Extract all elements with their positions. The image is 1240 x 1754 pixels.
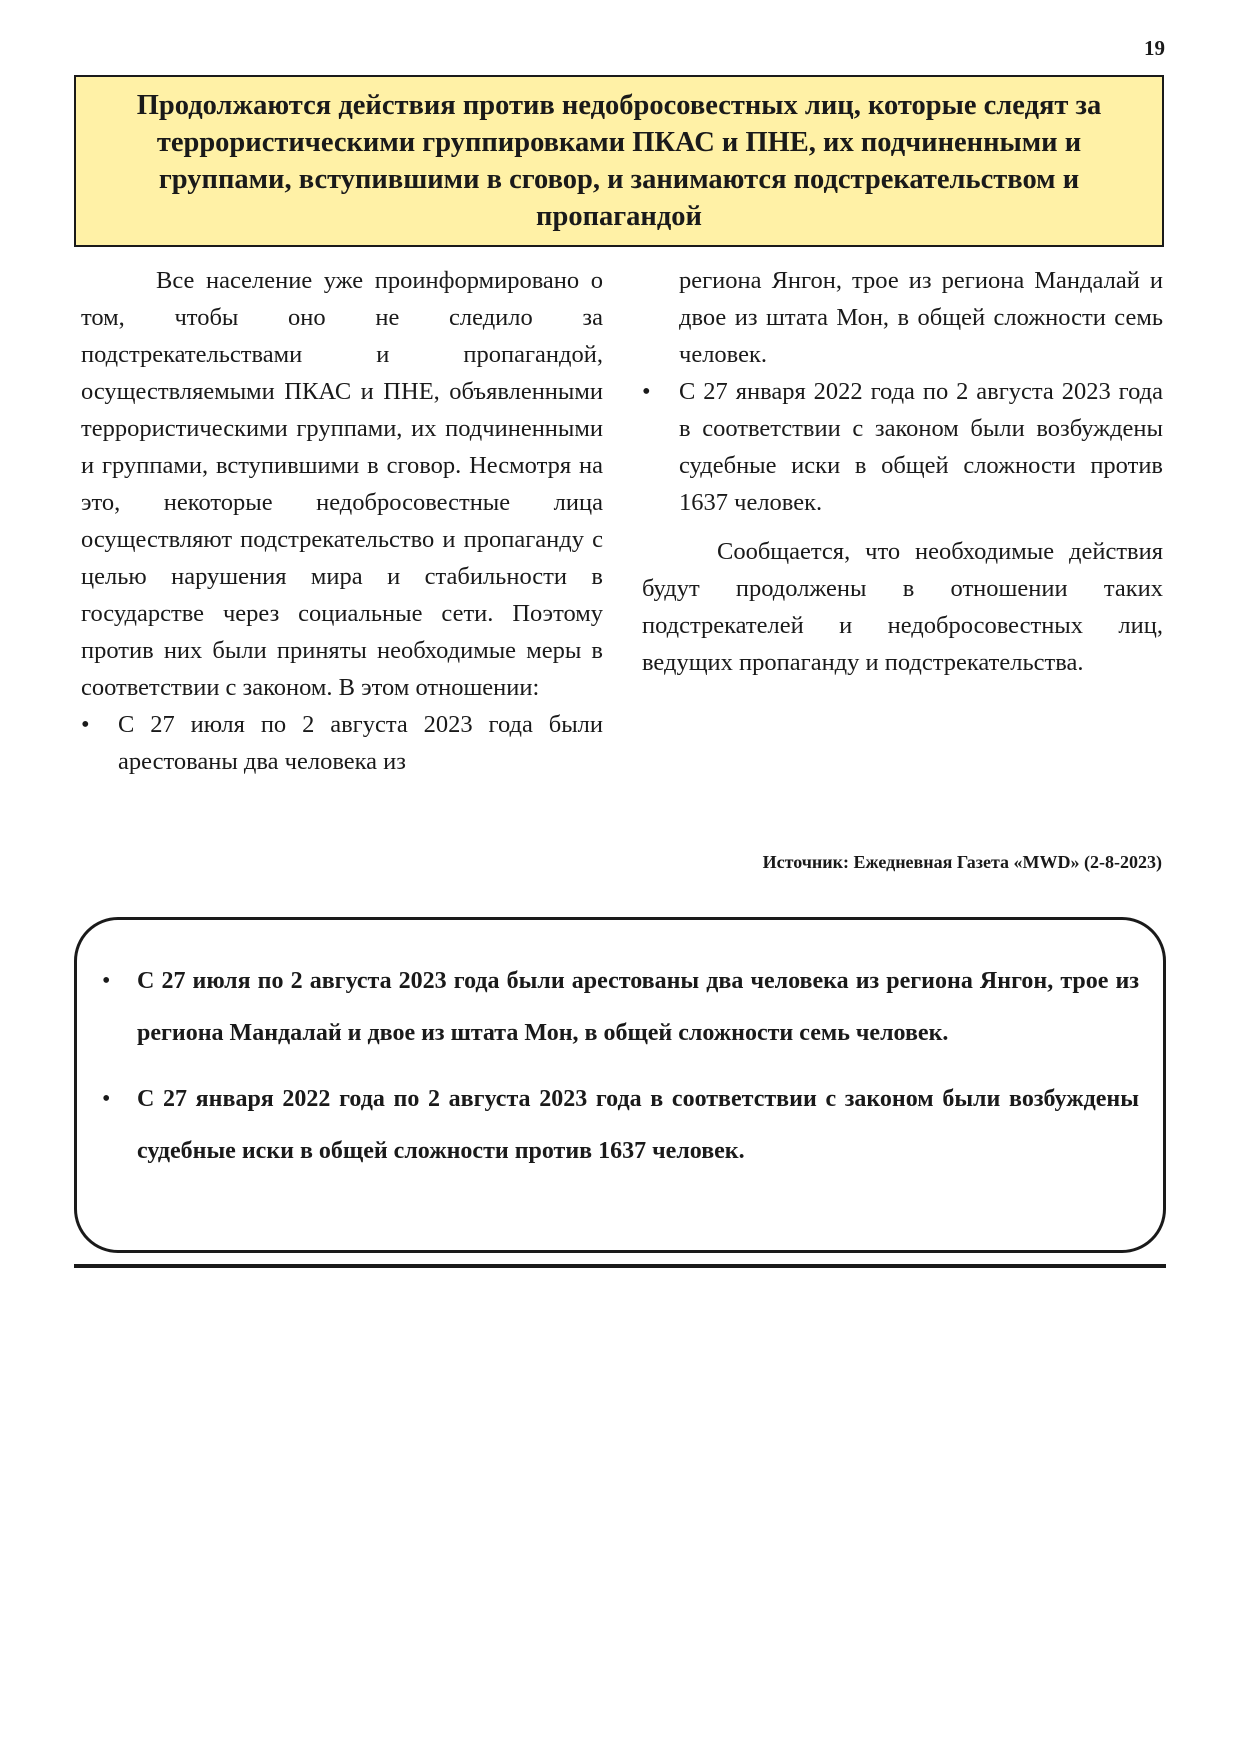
article-bullet-list xyxy=(81,706,603,780)
bottom-divider xyxy=(74,1264,1166,1268)
page-number: 19 xyxy=(1144,36,1165,60)
summary-list xyxy=(137,955,1139,1177)
article-source: Источник: Ежедневная Газета «MWD» (2-8-2023) xyxy=(762,852,1162,872)
article-headline: Продолжаются действия против недобросовестных лиц, которые следят за террористическими группировками ПКАС и ПНЕ, их подчиненными и группами, вступившими в сговор, и занимаются подстрекательством и пропагандой xyxy=(136,90,1102,232)
summary-box xyxy=(74,917,1166,1253)
article-bullet-item: • С 27 января 2022 года по 2 августа 2023 года в соответствии с законом были возбуждены судебные иски в общей сложности против 1637 человек. xyxy=(679,373,1163,521)
article-closing-paragraph: Сообщается, что необходимые действия будут продолжены в отношении таких подстрекателей и недобросовестных лиц, ведущих пропаганду и подстрекательства. xyxy=(642,538,1163,676)
summary-item: • С 27 января 2022 года по 2 августа 2023 года в соответствии с законом были возбуждены судебные иски в общей сложности против 1637 человек. xyxy=(137,1073,1139,1177)
article-column-left xyxy=(81,262,603,780)
article-bullet-continuation: региона Янгон, трое из региона Мандалай и двое из штата Мон, в общей сложности семь человек. xyxy=(679,267,1163,368)
article-column-right xyxy=(642,262,1163,681)
article-intro-paragraph: Все население уже проинформировано о том, чтобы оно не следило за подстрекательствами и пропагандой, осуществляемыми ПКАС и ПНЕ, объявленными террористическими группами, их подчиненными и группами, вступившими в сговор. Несмотря на это, некоторые недобросовестные лица осуществляют подстрекательство и пропаганду с целью нарушения мира и стабильности в государстве через социальные сети. Поэтому против них были приняты необходимые меры в соответствии с законом. В этом отношении: xyxy=(81,267,603,701)
headline-box xyxy=(74,75,1164,247)
summary-item: • С 27 июля по 2 августа 2023 года были арестованы два человека из региона Янгон, трое из региона Мандалай и двое из штата Мон, в общей сложности семь человек. xyxy=(137,955,1139,1059)
article-bullet-item: • С 27 июля по 2 августа 2023 года были арестованы два человека из xyxy=(118,706,603,780)
article-bullet-list-continued xyxy=(642,373,1163,521)
